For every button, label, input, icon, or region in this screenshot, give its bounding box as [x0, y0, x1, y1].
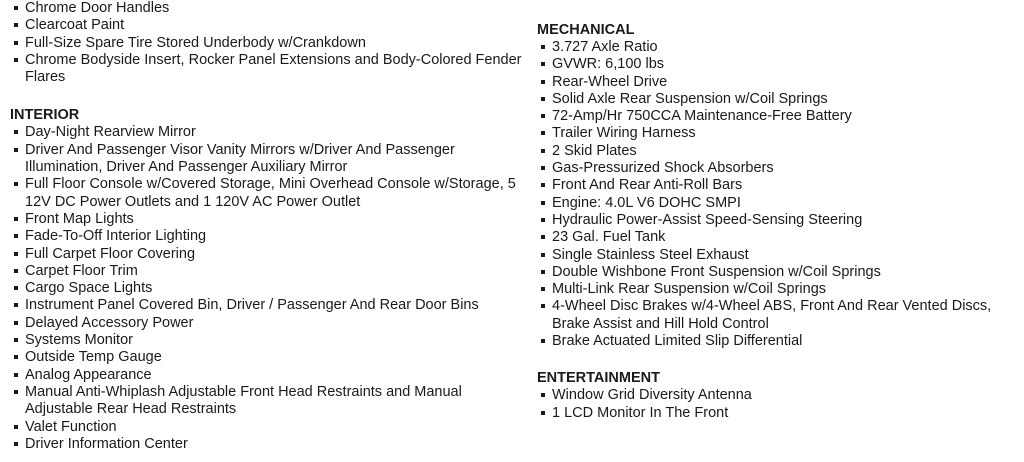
- feature-item: Rear-Wheel Drive: [537, 74, 1024, 91]
- feature-item: Full Floor Console w/Covered Storage, Mini Overhead Console w/Storage, 5 12V DC Power Outlets and 1 120V AC Power Outlet: [10, 176, 525, 211]
- feature-item: Day-Night Rearview Mirror: [10, 124, 525, 141]
- feature-item: 1 LCD Monitor In The Front: [537, 405, 1024, 422]
- mechanical-heading: MECHANICAL: [537, 22, 635, 38]
- feature-item: GVWR: 6,100 lbs: [537, 56, 1024, 73]
- feature-item: Analog Appearance: [10, 367, 525, 384]
- mechanical-section: [537, 22, 1024, 350]
- feature-item: Cargo Space Lights: [10, 280, 525, 297]
- right-column: [537, 0, 1024, 422]
- feature-item: Fade-To-Off Interior Lighting: [10, 228, 525, 245]
- feature-item: Trailer Wiring Harness: [537, 125, 1024, 142]
- feature-item: Single Stainless Steel Exhaust: [537, 247, 1024, 264]
- feature-item: Full-Size Spare Tire Stored Underbody w/Crankdown: [10, 35, 525, 52]
- feature-item: Full Carpet Floor Covering: [10, 246, 525, 263]
- feature-item: Carpet Floor Trim: [10, 263, 525, 280]
- feature-item: Driver And Passenger Visor Vanity Mirrors w/Driver And Passenger Illumination, Driver And Passenger Auxiliary Mirror: [10, 142, 525, 177]
- feature-item: Engine: 4.0L V6 DOHC SMPI: [537, 195, 1024, 212]
- mechanical-feature-list: [537, 39, 1024, 350]
- entertainment-section: [537, 370, 1024, 422]
- feature-item: Gas-Pressurized Shock Absorbers: [537, 160, 1024, 177]
- feature-item: Front And Rear Anti-Roll Bars: [537, 177, 1024, 194]
- feature-item: Front Map Lights: [10, 211, 525, 228]
- interior-heading: INTERIOR: [10, 107, 80, 124]
- feature-item: Double Wishbone Front Suspension w/Coil Springs: [537, 264, 1024, 281]
- feature-item: Delayed Accessory Power: [10, 315, 525, 332]
- feature-item: Brake Actuated Limited Slip Differential: [537, 333, 1024, 350]
- exterior-feature-list: [10, 0, 525, 86]
- feature-item: Chrome Door Handles: [10, 0, 525, 17]
- section-spacer: [10, 86, 525, 107]
- feature-item: 23 Gal. Fuel Tank: [537, 229, 1024, 246]
- feature-item: Outside Temp Gauge: [10, 349, 525, 366]
- feature-item: Valet Function: [10, 419, 525, 436]
- interior-feature-list: [10, 124, 525, 453]
- feature-item: 72-Amp/Hr 750CCA Maintenance-Free Battery: [537, 108, 1024, 125]
- feature-item: Instrument Panel Covered Bin, Driver / Passenger And Rear Door Bins: [10, 297, 525, 314]
- left-column: [10, 0, 525, 453]
- feature-item: 3.727 Axle Ratio: [537, 39, 1024, 56]
- entertainment-feature-list: [537, 387, 1024, 422]
- feature-item: Hydraulic Power-Assist Speed-Sensing Steering: [537, 212, 1024, 229]
- feature-item: Multi-Link Rear Suspension w/Coil Springs: [537, 281, 1024, 298]
- feature-item: Systems Monitor: [10, 332, 525, 349]
- section-spacer: [537, 350, 1024, 370]
- entertainment-heading: ENTERTAINMENT: [537, 370, 660, 387]
- feature-item: 2 Skid Plates: [537, 143, 1024, 160]
- feature-item: Window Grid Diversity Antenna: [537, 387, 1024, 404]
- feature-item: 4-Wheel Disc Brakes w/4-Wheel ABS, Front And Rear Vented Discs, Brake Assist and Hill Hold Control: [537, 298, 1024, 333]
- feature-item: Chrome Bodyside Insert, Rocker Panel Extensions and Body-Colored Fender Flares: [10, 52, 525, 87]
- feature-item: Clearcoat Paint: [10, 17, 525, 34]
- feature-item: Manual Anti-Whiplash Adjustable Front Head Restraints and Manual Adjustable Rear Head Restraints: [10, 384, 525, 419]
- feature-item: Solid Axle Rear Suspension w/Coil Springs: [537, 91, 1024, 108]
- interior-section: [10, 107, 525, 453]
- feature-item: Driver Information Center: [10, 436, 525, 453]
